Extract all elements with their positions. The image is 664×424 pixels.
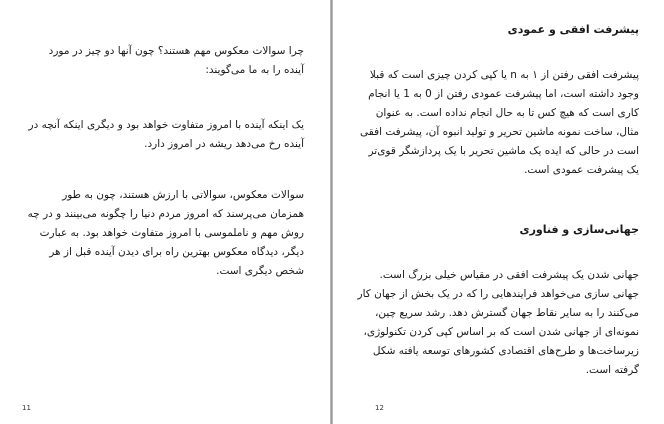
left-paragraph-2: یک اینکه آینده با امروز متفاوت خواهد بود و دیگری اینکه آنچه در آینده رخ می‌دهد ریشه در امروز دارد. <box>28 119 304 150</box>
page-number-right: 12 <box>375 404 384 412</box>
page-number-left: 11 <box>22 404 31 412</box>
right-paragraph-1: پیشرفت افقی رفتن از ۱ به n یا کپی کردن چیزی است که قبلا وجود داشته است، اما پیشرفت عمودی رفتن از 0 به 1 یا انجام کاری است که هیچ کس تا به حال انجام نداده است. به عنوان مثال، ساخت نمونه ماشین تحریر و تولید انبوه آن، پیشرفت افقی است در حالی که ایده یک ماشین تحریر با یک پردازشگر قوی‌تر یک پیشرفت عمودی است. <box>360 69 639 176</box>
heading-globalization-technology: جهانی‌سازی و فناوری <box>519 223 639 236</box>
page-left <box>0 0 330 424</box>
right-paragraph-2: جهانی شدن یک پیشرفت افقی در مقیاس خیلی بزرگ است. جهانی سازی می‌خواهد فرایندهایی را که در یک بخش از جهان کار می‌کنند را به سایر نقاط جهان گسترش دهد. رشد سریع چین، نمونه‌ای از جهانی شدن است که بر اساس کپی کردن تکنولوژی، زیرساخت‌ها و طرح‌های اقتصادی کشورهای توسعه یافته شکل گرفته است. <box>357 269 639 376</box>
left-paragraph-3: سوالات معکوس، سوالاتی با ارزش هستند، چون به طور همزمان می‌پرسند که امروز مردم دنیا را چگونه می‌بینند و در چه روش مهم و ناملموسی با امروز متفاوت خواهد بود. به عبارت دیگر، دیدگاه معکوس بهترین راه برای دیدن آینده قبل از هر شخص دیگری است. <box>27 189 304 277</box>
left-paragraph-1: چرا سوالات معکوس مهم هستند؟ چون آنها دو چیز در مورد آینده را به ما می‌گویند: <box>48 45 304 76</box>
page-right <box>333 0 664 424</box>
page-divider <box>330 0 331 424</box>
heading-horizontal-vertical-progress: پیشرفت افقی و عمودی <box>507 23 639 36</box>
